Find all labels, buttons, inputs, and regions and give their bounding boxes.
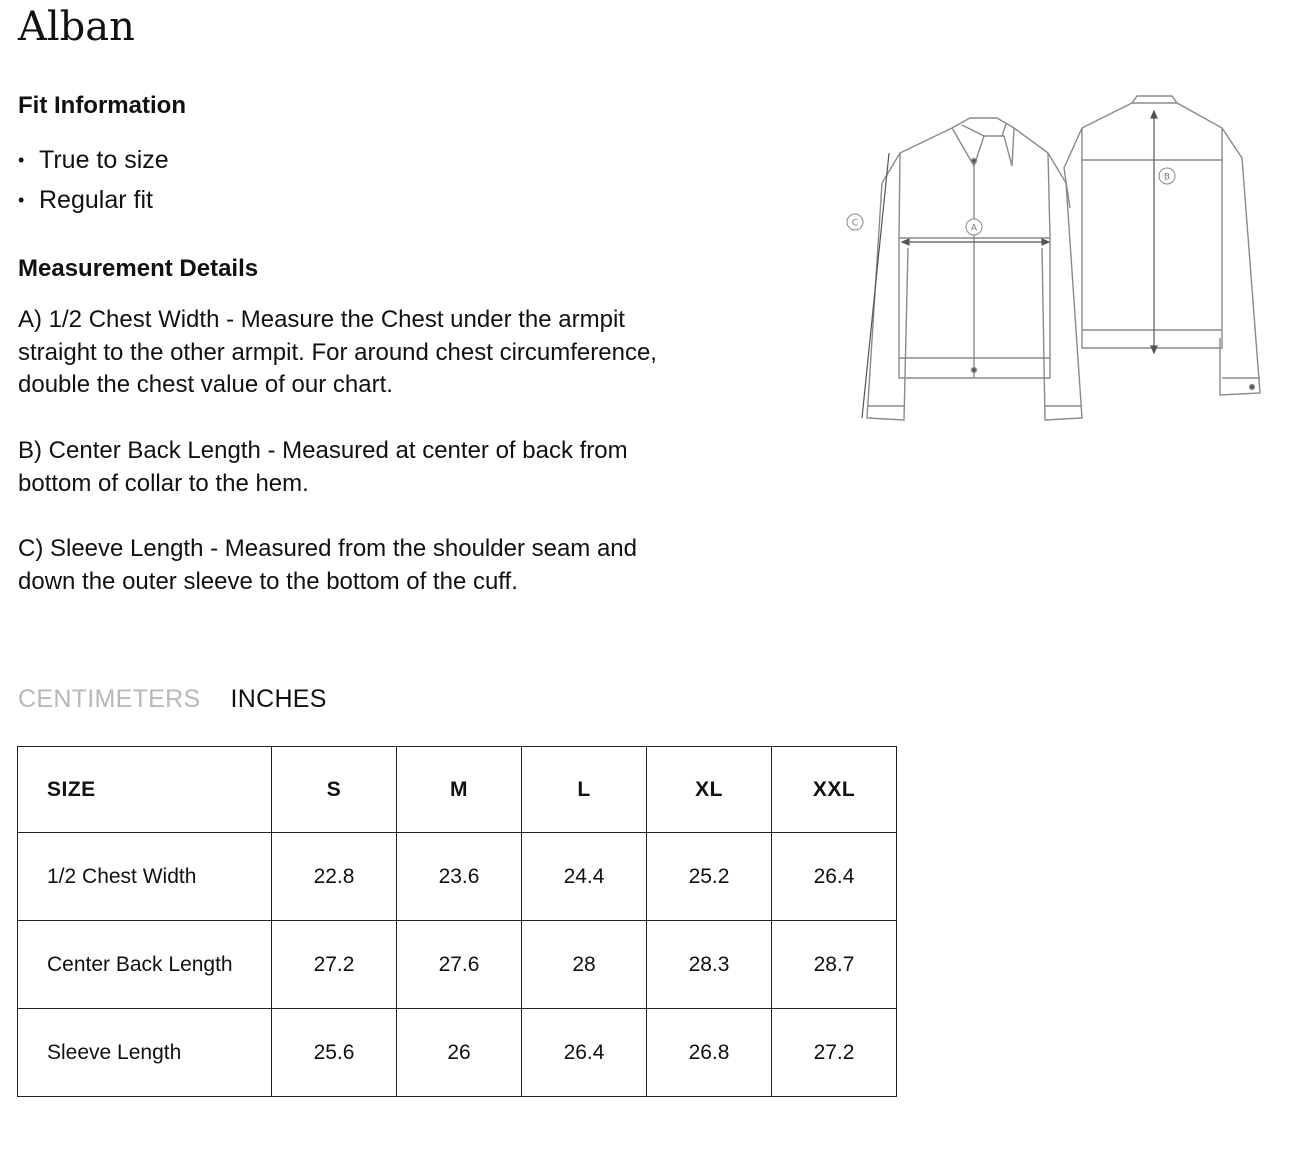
row-label: 1/2 Chest Width (18, 833, 272, 921)
tab-inches[interactable]: INCHES (230, 685, 327, 713)
table-header-row (18, 747, 897, 833)
table-row (18, 833, 897, 921)
table-row (18, 921, 897, 1009)
table-header-cell: XL (647, 747, 772, 833)
jacket-back-icon (1064, 96, 1260, 395)
marker-c-label: C (851, 218, 859, 229)
measurement-b-description: B) Center Back Length - Measured at center of back from bottom of collar to the hem. (18, 437, 628, 497)
table-header-cell: L (522, 747, 647, 833)
jacket-front-icon (867, 118, 1082, 420)
jacket-measurement-diagram-icon (842, 88, 1266, 433)
table-cell: 26 (397, 1009, 522, 1097)
table-cell: 23.6 (397, 833, 522, 921)
table-cell: 28.3 (647, 921, 772, 1009)
table-cell: 22.8 (272, 833, 397, 921)
fit-list (18, 140, 169, 220)
table-cell: 28.7 (772, 921, 897, 1009)
table-header-cell: SIZE (18, 747, 272, 833)
table-cell: 27.6 (397, 921, 522, 1009)
table-cell: 26.4 (522, 1009, 647, 1097)
marker-b-label: B (1163, 172, 1171, 183)
unit-tabs (18, 685, 327, 714)
fit-item-label: True to size (39, 146, 169, 174)
table-header-cell: XXL (772, 747, 897, 833)
measurement-c-description: C) Sleeve Length - Measured from the shoulder seam and down the outer sleeve to the bottom of the cuff. (18, 535, 637, 595)
bullet-icon: • (18, 190, 25, 210)
size-chart-table (17, 746, 897, 1097)
table-header-cell: M (397, 747, 522, 833)
measurement-a-description: A) 1/2 Chest Width - Measure the Chest under the armpit straight to the other armpit. For around chest circumference, double the chest value of our chart. (18, 306, 657, 398)
row-label: Center Back Length (18, 921, 272, 1009)
page-title: Alban (18, 4, 135, 50)
table-cell: 24.4 (522, 833, 647, 921)
table-cell: 28 (522, 921, 647, 1009)
row-label: Sleeve Length (18, 1009, 272, 1097)
table-cell: 25.2 (647, 833, 772, 921)
bullet-icon: • (18, 150, 25, 170)
list-item (18, 140, 169, 180)
table-row (18, 1009, 897, 1097)
table-cell: 25.6 (272, 1009, 397, 1097)
measure-line-c (862, 153, 889, 418)
table-cell: 27.2 (272, 921, 397, 1009)
tab-centimeters[interactable]: CENTIMETERS (18, 685, 201, 713)
list-item (18, 180, 169, 220)
fit-item-label: Regular fit (39, 186, 153, 214)
table-cell: 26.4 (772, 833, 897, 921)
measurement-details-heading: Measurement Details (18, 255, 259, 282)
table-cell: 26.8 (647, 1009, 772, 1097)
fit-information-heading: Fit Information (18, 92, 186, 119)
marker-a-label: A (970, 223, 978, 234)
table-cell: 27.2 (772, 1009, 897, 1097)
table-header-cell: S (272, 747, 397, 833)
